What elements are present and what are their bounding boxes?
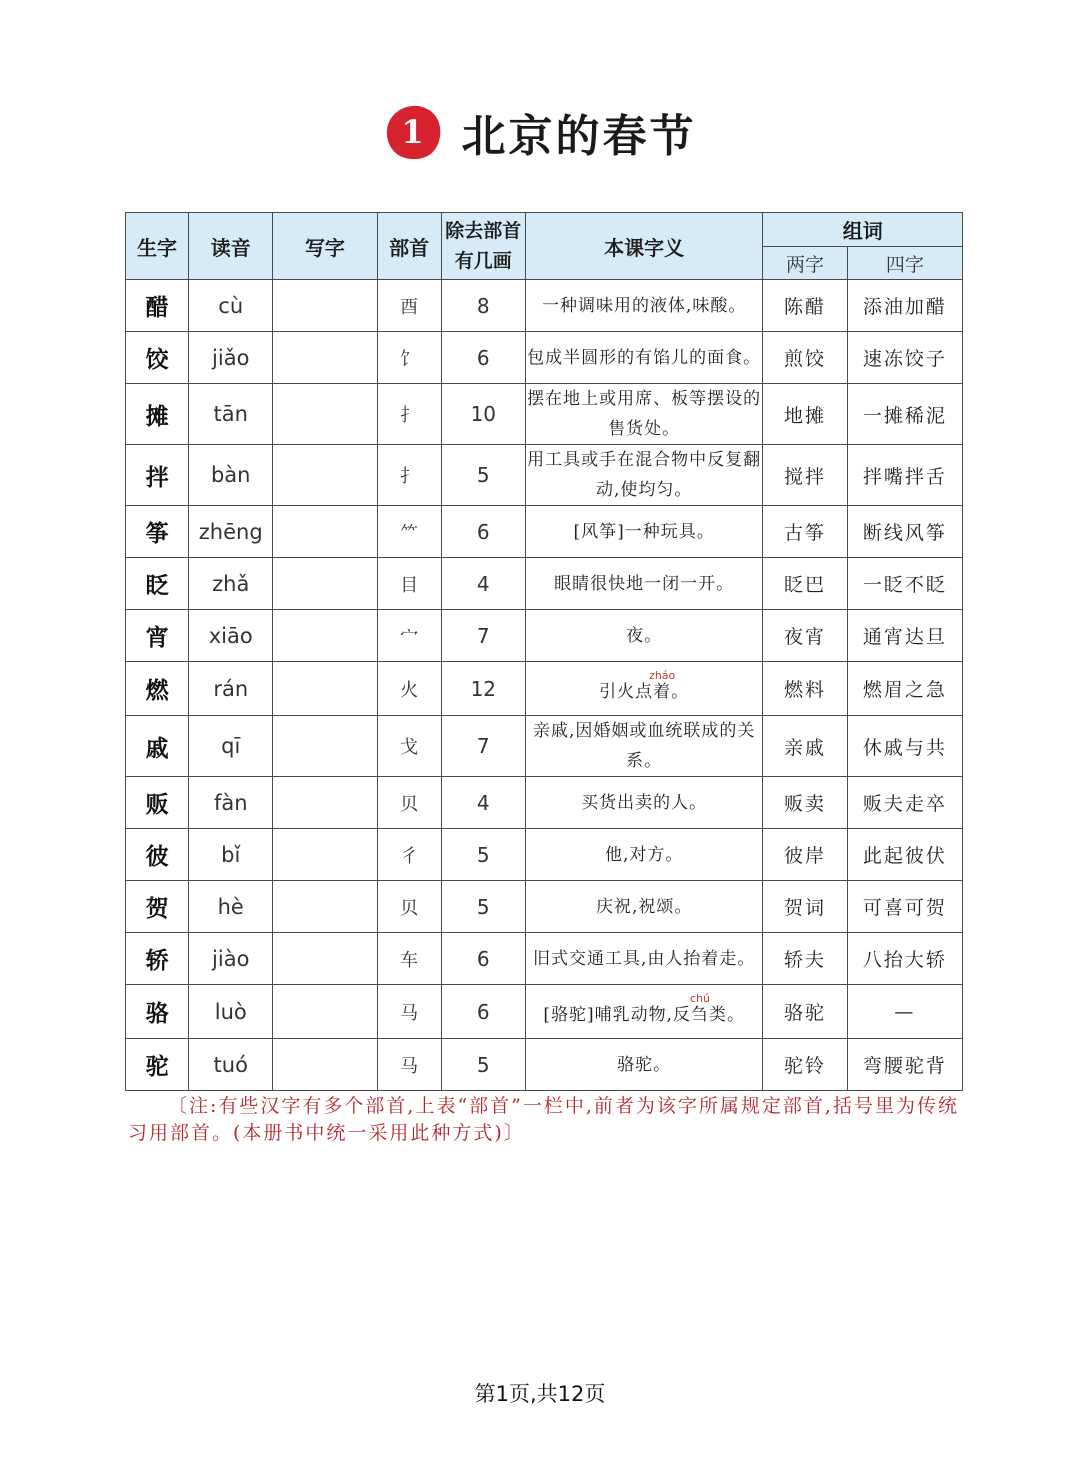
character-table: [125, 212, 963, 1091]
two-char-word-cell: 贩卖: [763, 777, 847, 829]
meaning-cell: 用工具或手在混合物中反复翻动,使均匀。: [525, 445, 763, 506]
radical-cell: 目: [377, 558, 441, 610]
pinyin-cell: bàn: [189, 445, 273, 506]
meaning-cell: 摆在地上或用席、板等摆设的售货处。: [525, 384, 763, 445]
header-words: 组词: [763, 213, 963, 247]
table-row: [126, 610, 963, 662]
four-char-word-cell: 拌嘴拌舌: [847, 445, 962, 506]
stroke-count-cell: 5: [441, 829, 525, 881]
four-char-word-cell: 可喜可贺: [847, 881, 962, 933]
meaning-cell: 眼睛很快地一闭一开。: [525, 558, 763, 610]
four-char-word-cell: 燃眉之急: [847, 662, 962, 716]
pinyin-cell: zhēng: [189, 506, 273, 558]
table-row: [126, 445, 963, 506]
pinyin-cell: hè: [189, 881, 273, 933]
pinyin-cell: zhǎ: [189, 558, 273, 610]
table-row: [126, 384, 963, 445]
character-cell: 燃: [126, 662, 189, 716]
pronunciation-annotation: [649, 669, 676, 702]
header-strokes-line1: 除去部首: [445, 220, 522, 242]
header-radical: 部首: [377, 213, 441, 280]
table-row: [126, 881, 963, 933]
pinyin-cell: fàn: [189, 777, 273, 829]
stroke-count-cell: 12: [441, 662, 525, 716]
pinyin-cell: xiāo: [189, 610, 273, 662]
radical-cell: 马: [377, 985, 441, 1039]
meaning-cell: 旧式交通工具,由人抬着走。: [525, 933, 763, 985]
two-char-word-cell: 夜宵: [763, 610, 847, 662]
header-write: 写字: [273, 213, 377, 280]
meaning-cell: 庆祝,祝颂。: [525, 881, 763, 933]
two-char-word-cell: 煎饺: [763, 332, 847, 384]
character-cell: 彼: [126, 829, 189, 881]
header-pinyin: 读音: [189, 213, 273, 280]
meaning-cell: [525, 985, 763, 1039]
character-cell: 驼: [126, 1039, 189, 1091]
two-char-word-cell: 陈醋: [763, 280, 847, 332]
writing-practice-cell[interactable]: [273, 933, 377, 985]
lesson-title: 北京的春节: [461, 111, 697, 162]
character-cell: 饺: [126, 332, 189, 384]
table-body: [126, 280, 963, 1091]
radical-cell: 戈: [377, 716, 441, 777]
table-header: [126, 213, 963, 280]
writing-practice-cell[interactable]: [273, 716, 377, 777]
writing-practice-cell[interactable]: [273, 445, 377, 506]
stroke-count-cell: 6: [441, 933, 525, 985]
two-char-word-cell: 骆驼: [763, 985, 847, 1039]
annotated-char: 刍: [690, 1005, 710, 1025]
two-char-word-cell: 亲戚: [763, 716, 847, 777]
radical-cell: 宀: [377, 610, 441, 662]
radical-cell: 火: [377, 662, 441, 716]
stroke-count-cell: 5: [441, 881, 525, 933]
two-char-word-cell: 轿夫: [763, 933, 847, 985]
header-meaning: 本课字义: [525, 213, 763, 280]
table-row: [126, 558, 963, 610]
stroke-count-cell: 6: [441, 506, 525, 558]
character-cell: 贩: [126, 777, 189, 829]
character-cell: 轿: [126, 933, 189, 985]
meaning-cell: 他,对方。: [525, 829, 763, 881]
table-row: [126, 662, 963, 716]
four-char-word-cell: 贩夫走卒: [847, 777, 962, 829]
character-cell: 醋: [126, 280, 189, 332]
writing-practice-cell[interactable]: [273, 332, 377, 384]
lesson-header: [0, 92, 1080, 172]
four-char-word-cell: 速冻饺子: [847, 332, 962, 384]
pinyin-cell: jiào: [189, 933, 273, 985]
pinyin-cell: jiǎo: [189, 332, 273, 384]
meaning-text: 引火点: [599, 682, 654, 702]
writing-practice-cell[interactable]: [273, 1039, 377, 1091]
two-char-word-cell: 贺词: [763, 881, 847, 933]
character-cell: 戚: [126, 716, 189, 777]
radical-cell: 扌: [377, 445, 441, 506]
radical-cell: 酉: [377, 280, 441, 332]
header-four-char: 四字: [847, 247, 962, 280]
table-row: [126, 332, 963, 384]
pinyin-cell: qī: [189, 716, 273, 777]
four-char-word-cell: 一摊稀泥: [847, 384, 962, 445]
two-char-word-cell: 地摊: [763, 384, 847, 445]
pinyin-cell: luò: [189, 985, 273, 1039]
two-char-word-cell: 燃料: [763, 662, 847, 716]
two-char-word-cell: 古筝: [763, 506, 847, 558]
radical-cell: 彳: [377, 829, 441, 881]
table-row: [126, 506, 963, 558]
radical-cell: 马: [377, 1039, 441, 1091]
stroke-count-cell: 10: [441, 384, 525, 445]
pinyin-cell: bǐ: [189, 829, 273, 881]
header-strokes: [441, 213, 525, 280]
radical-cell: 贝: [377, 777, 441, 829]
two-char-word-cell: 眨巴: [763, 558, 847, 610]
character-cell: 筝: [126, 506, 189, 558]
meaning-cell: 包成半圆形的有馅儿的面食。: [525, 332, 763, 384]
two-char-word-cell: 彼岸: [763, 829, 847, 881]
meaning-text: 。: [671, 682, 690, 702]
pinyin-cell: tān: [189, 384, 273, 445]
annotated-char: 着: [649, 682, 676, 702]
stroke-count-cell: 7: [441, 716, 525, 777]
four-char-word-cell: 八抬大轿: [847, 933, 962, 985]
meaning-cell: 夜。: [525, 610, 763, 662]
page-indicator: 第1页,共12页: [474, 1382, 606, 1406]
pinyin-cell: cù: [189, 280, 273, 332]
two-char-word-cell: 搅拌: [763, 445, 847, 506]
four-char-word-cell: 弯腰驼背: [847, 1039, 962, 1091]
annotation-pinyin: chú: [690, 992, 710, 1005]
four-char-word-cell: 一眨不眨: [847, 558, 962, 610]
stroke-count-cell: 4: [441, 558, 525, 610]
writing-practice-cell[interactable]: [273, 662, 377, 716]
meaning-text: [骆驼]哺乳动物,反: [543, 1005, 691, 1025]
header-two-char: 两字: [763, 247, 847, 280]
four-char-word-cell: 休戚与共: [847, 716, 962, 777]
four-char-word-cell: 此起彼伏: [847, 829, 962, 881]
writing-practice-cell[interactable]: [273, 881, 377, 933]
two-char-word-cell: 驼铃: [763, 1039, 847, 1091]
four-char-word-cell: 添油加醋: [847, 280, 962, 332]
footnote: 〔注:有些汉字有多个部首,上表“部首”一栏中,前者为该字所属规定部首,括号里为传统习用部首。(本册书中统一采用此种方式)〕: [128, 1095, 959, 1144]
character-cell: 宵: [126, 610, 189, 662]
header-char: 生字: [126, 213, 189, 280]
table-row: [126, 933, 963, 985]
meaning-cell: 骆驼。: [525, 1039, 763, 1091]
character-cell: 拌: [126, 445, 189, 506]
stroke-count-cell: 6: [441, 332, 525, 384]
table-row: [126, 280, 963, 332]
meaning-cell: 买货出卖的人。: [525, 777, 763, 829]
stroke-count-cell: 5: [441, 445, 525, 506]
stroke-count-cell: 7: [441, 610, 525, 662]
character-cell: 贺: [126, 881, 189, 933]
meaning-cell: 亲戚,因婚姻或血统联成的关系。: [525, 716, 763, 777]
radical-cell: 贝: [377, 881, 441, 933]
table-row: [126, 1039, 963, 1091]
radical-cell: 扌: [377, 384, 441, 445]
table-row: [126, 716, 963, 777]
writing-practice-cell[interactable]: [273, 280, 377, 332]
header-strokes-line2: 有几画: [454, 250, 512, 272]
radical-cell: ⺮: [377, 506, 441, 558]
annotation-pinyin: zháo: [649, 669, 676, 682]
character-cell: 眨: [126, 558, 189, 610]
character-cell: 摊: [126, 384, 189, 445]
stroke-count-cell: 5: [441, 1039, 525, 1091]
writing-practice-cell[interactable]: [273, 777, 377, 829]
four-char-word-cell: —: [847, 985, 962, 1039]
table-row: [126, 829, 963, 881]
meaning-cell: [525, 662, 763, 716]
lesson-number: 1: [401, 113, 424, 151]
writing-practice-cell[interactable]: [273, 610, 377, 662]
stroke-count-cell: 4: [441, 777, 525, 829]
stroke-count-cell: 8: [441, 280, 525, 332]
meaning-cell: 一种调味用的液体,味酸。: [525, 280, 763, 332]
pinyin-cell: rán: [189, 662, 273, 716]
meaning-cell: [风筝]一种玩具。: [525, 506, 763, 558]
writing-practice-cell[interactable]: [273, 829, 377, 881]
table-row: [126, 985, 963, 1039]
writing-practice-cell[interactable]: [273, 558, 377, 610]
pronunciation-annotation: [690, 992, 710, 1025]
radical-cell: 饣: [377, 332, 441, 384]
stroke-count-cell: 6: [441, 985, 525, 1039]
radical-cell: 车: [377, 933, 441, 985]
table-row: [126, 777, 963, 829]
meaning-text: 类。: [709, 1005, 745, 1025]
four-char-word-cell: 断线风筝: [847, 506, 962, 558]
lesson-number-badge: [384, 103, 442, 161]
writing-practice-cell[interactable]: [273, 506, 377, 558]
four-char-word-cell: 通宵达旦: [847, 610, 962, 662]
character-cell: 骆: [126, 985, 189, 1039]
pinyin-cell: tuó: [189, 1039, 273, 1091]
writing-practice-cell[interactable]: [273, 384, 377, 445]
writing-practice-cell[interactable]: [273, 985, 377, 1039]
